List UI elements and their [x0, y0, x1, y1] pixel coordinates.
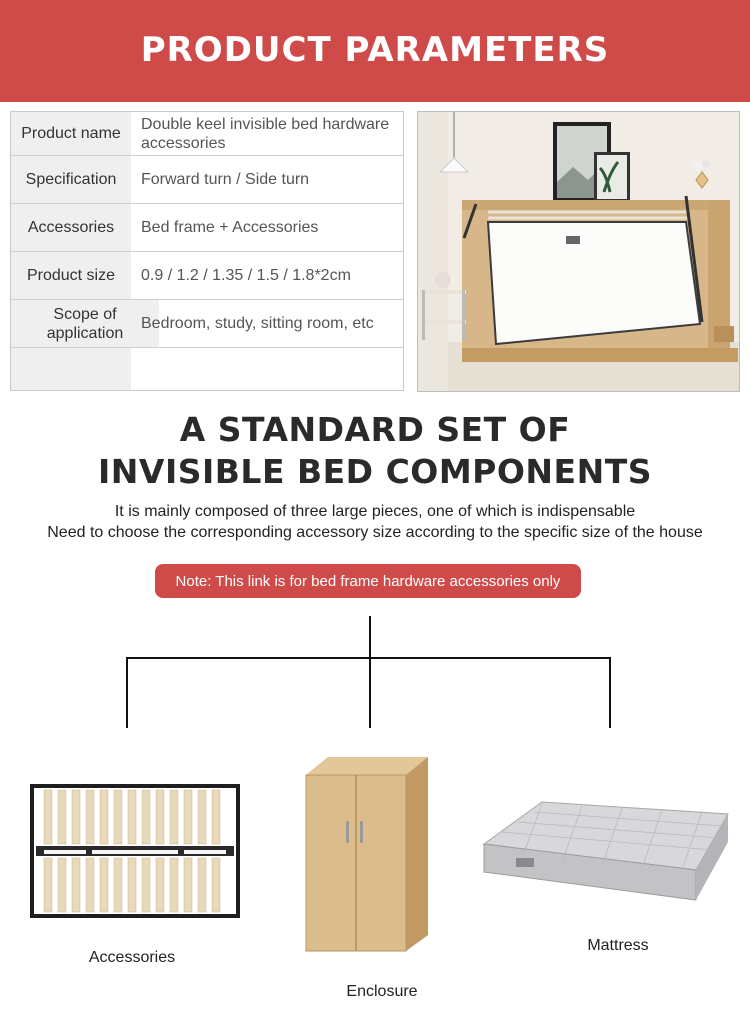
wall-bed-room-image	[418, 112, 739, 391]
room-photo	[417, 111, 740, 392]
param-label: Product name	[11, 112, 131, 155]
param-row-specification	[11, 156, 403, 204]
banner-title: PRODUCT PARAMETERS	[140, 30, 610, 70]
tree-connector-horizontal	[126, 657, 611, 659]
param-row-empty	[11, 348, 403, 390]
param-value: Double keel invisible bed hardware accessories	[141, 115, 390, 152]
param-value: Bed frame + Accessories	[141, 219, 319, 236]
mattress-icon	[482, 800, 730, 904]
tree-connector-center	[369, 616, 371, 728]
param-label: Scope of application	[11, 300, 159, 347]
bed-frame-icon	[30, 784, 240, 918]
param-row-scope	[11, 300, 403, 348]
description-line1: It is mainly composed of three large pieces, one of which is indispensable	[114, 503, 636, 520]
header-banner	[0, 0, 750, 102]
param-row-product-name	[11, 112, 403, 156]
param-label: Product size	[11, 252, 131, 299]
components-heading-line1: A STANDARD SET OF	[179, 410, 571, 449]
param-label: Accessories	[11, 204, 131, 251]
param-value: Bedroom, study, sitting room, etc	[141, 315, 374, 332]
param-value: Forward turn / Side turn	[141, 171, 310, 188]
param-value: 0.9 / 1.2 / 1.35 / 1.5 / 1.8*2cm	[141, 267, 351, 284]
note-badge: Note: This link is for bed frame hardware accessories only	[155, 564, 581, 598]
components-heading-line2: INVISIBLE BED COMPONENTS	[98, 452, 652, 491]
tree-connector-right	[609, 657, 611, 728]
parameters-table	[10, 111, 404, 391]
caption-accessories: Accessories	[88, 949, 176, 966]
tree-connector-left	[126, 657, 128, 728]
caption-enclosure: Enclosure	[346, 983, 418, 1000]
wardrobe-cabinet-icon	[302, 755, 432, 955]
param-row-product-size	[11, 252, 403, 300]
caption-mattress: Mattress	[587, 937, 649, 954]
description-line2: Need to choose the corresponding accessory size according to the specific size of the house	[47, 524, 703, 541]
param-label: Specification	[11, 156, 131, 203]
param-row-accessories	[11, 204, 403, 252]
